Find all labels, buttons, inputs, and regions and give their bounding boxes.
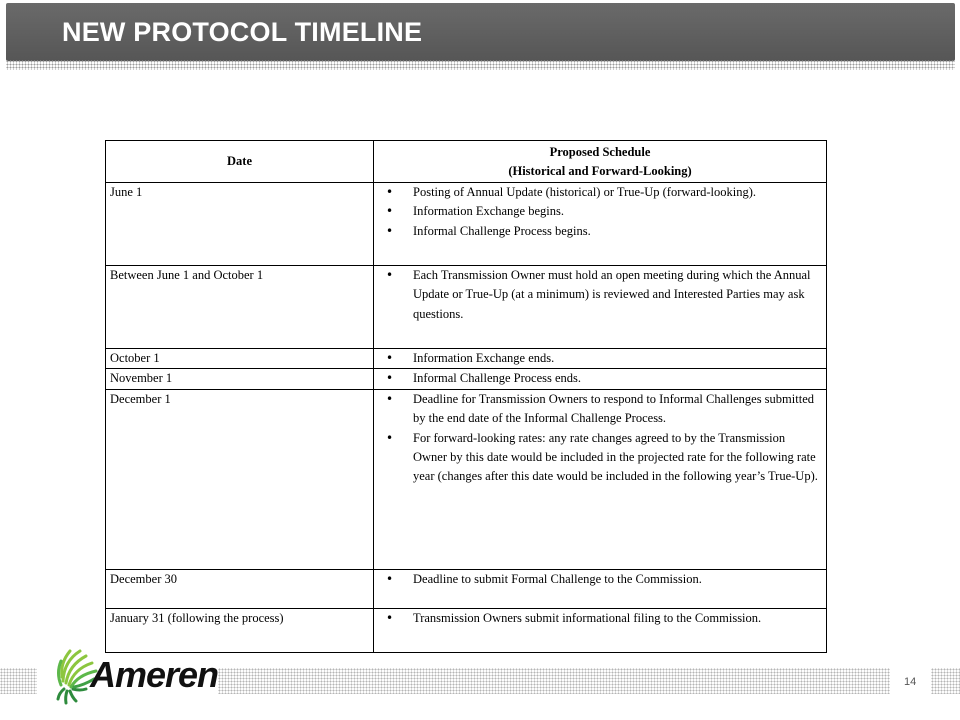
row-schedule: [374, 183, 827, 266]
schedule-item: • Posting of Annual Update (historical) or True-Up (forward-looking).: [385, 183, 820, 202]
row-schedule: [374, 369, 827, 389]
schedule-item: • Deadline for Transmission Owners to respond to Informal Challenges submitted by the end date of the Informal Challenge Process.: [385, 390, 820, 429]
schedule-column-header: [374, 141, 827, 183]
dotted-strip-left: [0, 668, 37, 694]
row-date: December 1: [106, 389, 374, 569]
row-schedule: [374, 569, 827, 608]
table-row: [106, 349, 827, 369]
table-row: [106, 569, 827, 608]
schedule-item: • Information Exchange begins.: [385, 202, 820, 221]
schedule-header-line2: (Historical and Forward-Looking): [508, 163, 692, 178]
page-number: 14: [904, 676, 917, 688]
schedule-item: • Deadline to submit Formal Challenge to the Commission.: [385, 570, 820, 589]
row-schedule: [374, 389, 827, 569]
schedule-item: • Information Exchange ends.: [385, 349, 820, 368]
table-row: [106, 183, 827, 266]
slide-title: NEW PROTOCOL TIMELINE: [62, 17, 423, 47]
row-date: December 30: [106, 569, 374, 608]
row-date: November 1: [106, 369, 374, 389]
row-schedule: [374, 266, 827, 349]
dotted-strip-middle: [218, 668, 890, 694]
dotted-divider-top: [6, 60, 955, 70]
row-schedule: [374, 349, 827, 369]
schedule-table: [105, 140, 827, 653]
row-date: Between June 1 and October 1: [106, 266, 374, 349]
ameren-logo: [56, 641, 226, 707]
schedule-item: • Informal Challenge Process ends.: [385, 369, 820, 388]
logo-wordmark: Ameren: [90, 654, 219, 695]
title-bar: [6, 3, 955, 61]
schedule-item: • Each Transmission Owner must hold an open meeting during which the Annual Update or True-Up (at a minimum) is reviewed and Interested Parties may ask questions.: [385, 266, 820, 324]
dotted-strip-right: [931, 668, 960, 694]
row-schedule: [374, 608, 827, 652]
schedule-item: • Informal Challenge Process begins.: [385, 222, 820, 241]
date-column-header: Date: [106, 141, 374, 183]
table-row: [106, 266, 827, 349]
table-row: [106, 369, 827, 389]
table-row: [106, 389, 827, 569]
row-date: June 1: [106, 183, 374, 266]
row-date: January 31 (following the process): [106, 608, 374, 652]
schedule-header-line1: Proposed Schedule: [549, 145, 651, 160]
row-date: October 1: [106, 349, 374, 369]
schedule-item: • For forward-looking rates: any rate changes agreed to by the Transmission Owner by this date would be included in the projected rate for the following rate year (changes after this date would be included in the following year’s True-Up).: [385, 429, 820, 487]
table-header-row: [106, 141, 827, 183]
schedule-item: • Transmission Owners submit informational filing to the Commission.: [385, 609, 820, 628]
